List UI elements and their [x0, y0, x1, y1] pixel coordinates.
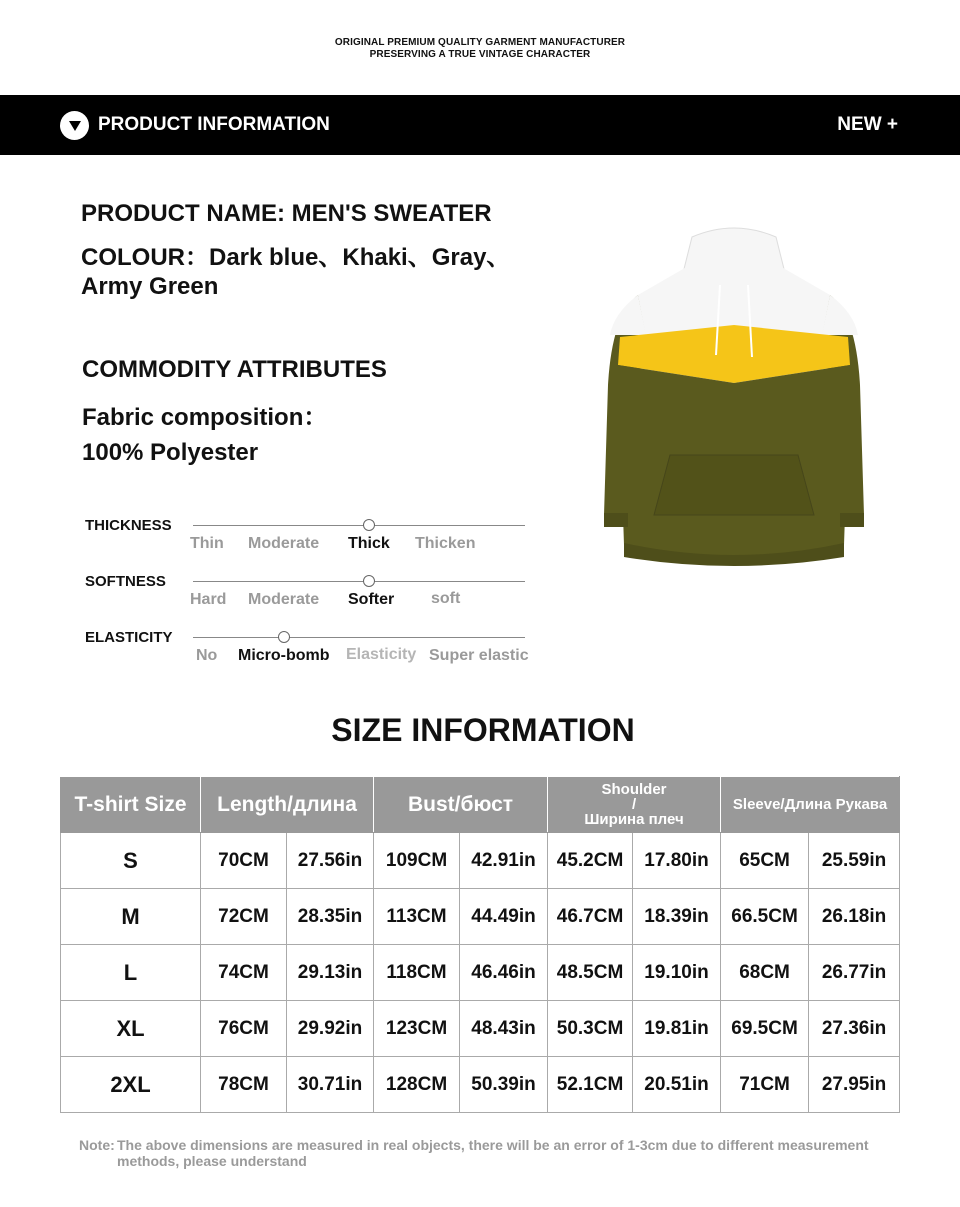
cell-bust-in: 48.43in: [460, 1001, 548, 1057]
thickness-label: THICKNESS: [85, 517, 172, 534]
tagline-line-1: ORIGINAL PREMIUM QUALITY GARMENT MANUFACTURER: [334, 37, 626, 48]
cell-shoulder-in: 19.10in: [633, 945, 721, 1001]
cell-bust-cm: 123CM: [374, 1001, 460, 1057]
cell-sleeve-cm: 66.5CM: [721, 889, 809, 945]
cell-sleeve-in: 27.36in: [809, 1001, 900, 1057]
cell-bust-cm: 109CM: [374, 833, 460, 889]
size-table: [60, 776, 900, 1113]
cell-size: XL: [61, 1001, 201, 1057]
hoodie-left-cuff: [604, 513, 628, 527]
cell-size: 2XL: [61, 1057, 201, 1113]
elasticity-scale-line: [193, 637, 525, 638]
table-row: [61, 1057, 900, 1113]
softness-option: soft: [431, 590, 461, 607]
cell-size: S: [61, 833, 201, 889]
triangle-down-icon: [60, 111, 89, 140]
cell-bust-cm: 113CM: [374, 889, 460, 945]
cell-bust-in: 42.91in: [460, 833, 548, 889]
header-shoulder: [548, 777, 721, 833]
fabric-value: 100% Polyester: [82, 439, 259, 466]
cell-shoulder-cm: 50.3CM: [548, 1001, 633, 1057]
cell-length-in: 30.71in: [287, 1057, 374, 1113]
note-text: The above dimensions are measured in real objects, there will be an error of 1-3cm due to different measurement methods, please understand: [117, 1137, 869, 1169]
size-table-header: [61, 777, 900, 833]
product-info-banner: [0, 95, 960, 155]
cell-shoulder-cm: 46.7CM: [548, 889, 633, 945]
cell-bust-cm: 128CM: [374, 1057, 460, 1113]
thickness-option: Thicken: [415, 535, 476, 552]
product-name: PRODUCT NAME: MEN'S SWEATER: [81, 200, 492, 227]
header-shoulder-line2: /: [631, 796, 637, 813]
cell-bust-cm: 118CM: [374, 945, 460, 1001]
table-row: [61, 889, 900, 945]
banner-title: PRODUCT INFORMATION: [98, 114, 330, 135]
hoodie-pocket: [654, 455, 814, 515]
cell-shoulder-in: 18.39in: [633, 889, 721, 945]
cell-length-cm: 74CM: [201, 945, 287, 1001]
cell-shoulder-in: 19.81in: [633, 1001, 721, 1057]
elasticity-indicator: [278, 631, 290, 643]
cell-shoulder-cm: 45.2CM: [548, 833, 633, 889]
softness-option: Moderate: [248, 591, 320, 608]
elasticity-label: ELASTICITY: [85, 629, 173, 646]
cell-sleeve-in: 26.18in: [809, 889, 900, 945]
commodity-attributes-title: COMMODITY ATTRIBUTES: [82, 356, 387, 383]
elasticity-option-selected: Micro-bomb: [238, 647, 330, 664]
cell-shoulder-cm: 48.5CM: [548, 945, 633, 1001]
cell-length-cm: 72CM: [201, 889, 287, 945]
table-row: [61, 1001, 900, 1057]
cell-length-cm: 76CM: [201, 1001, 287, 1057]
thickness-option: Moderate: [248, 535, 320, 552]
elasticity-option: Elasticity: [346, 646, 417, 663]
table-row: [61, 833, 900, 889]
softness-option-selected: Softer: [348, 591, 395, 608]
hoodie-product-image: [600, 225, 868, 570]
cell-bust-in: 50.39in: [460, 1057, 548, 1113]
hoodie-right-cuff: [840, 513, 864, 527]
header-size: T-shirt Size: [61, 777, 201, 833]
thickness-option-selected: Thick: [348, 535, 390, 552]
cell-shoulder-cm: 52.1CM: [548, 1057, 633, 1113]
cell-sleeve-cm: 65CM: [721, 833, 809, 889]
header-shoulder-line1: Shoulder: [601, 781, 667, 798]
cell-bust-in: 44.49in: [460, 889, 548, 945]
thickness-option: Thin: [190, 535, 224, 552]
cell-sleeve-in: 26.77in: [809, 945, 900, 1001]
cell-bust-in: 46.46in: [460, 945, 548, 1001]
elasticity-option: No: [196, 647, 218, 664]
cell-length-cm: 70CM: [201, 833, 287, 889]
cell-sleeve-cm: 69.5CM: [721, 1001, 809, 1057]
table-row: [61, 945, 900, 1001]
fabric-label: Fabric composition：: [82, 404, 328, 431]
header-tagline: [0, 37, 960, 61]
cell-length-cm: 78CM: [201, 1057, 287, 1113]
size-information-title: SIZE INFORMATION: [331, 712, 635, 748]
cell-length-in: 27.56in: [287, 833, 374, 889]
cell-length-in: 28.35in: [287, 889, 374, 945]
cell-sleeve-in: 25.59in: [809, 833, 900, 889]
cell-shoulder-in: 20.51in: [633, 1057, 721, 1113]
tagline-line-2: PRESERVING A TRUE VINTAGE CHARACTER: [369, 49, 591, 60]
header-length: Length/длина: [201, 777, 374, 833]
cell-size: L: [61, 945, 201, 1001]
softness-scale-line: [193, 581, 525, 582]
cell-size: M: [61, 889, 201, 945]
softness-label: SOFTNESS: [85, 573, 166, 590]
header-shoulder-line3: Ширина плеч: [584, 811, 684, 828]
cell-shoulder-in: 17.80in: [633, 833, 721, 889]
note-label: Note:: [79, 1137, 115, 1153]
softness-option: Hard: [190, 591, 227, 608]
header-sleeve: Sleeve/Длина Рукава: [721, 777, 900, 833]
softness-indicator: [363, 575, 375, 587]
cell-length-in: 29.92in: [287, 1001, 374, 1057]
cell-sleeve-in: 27.95in: [809, 1057, 900, 1113]
product-colour: COLOUR：Dark blue、Khaki、Gray、Army Green: [81, 244, 511, 300]
elasticity-option: Super elastic: [429, 647, 529, 664]
header-bust: Bust/бюст: [374, 777, 548, 833]
cell-sleeve-cm: 68CM: [721, 945, 809, 1001]
cell-length-in: 29.13in: [287, 945, 374, 1001]
fabric-composition: [82, 400, 327, 470]
cell-sleeve-cm: 71CM: [721, 1057, 809, 1113]
thickness-indicator: [363, 519, 375, 531]
new-label: NEW +: [837, 114, 898, 135]
thickness-scale-line: [193, 525, 525, 526]
